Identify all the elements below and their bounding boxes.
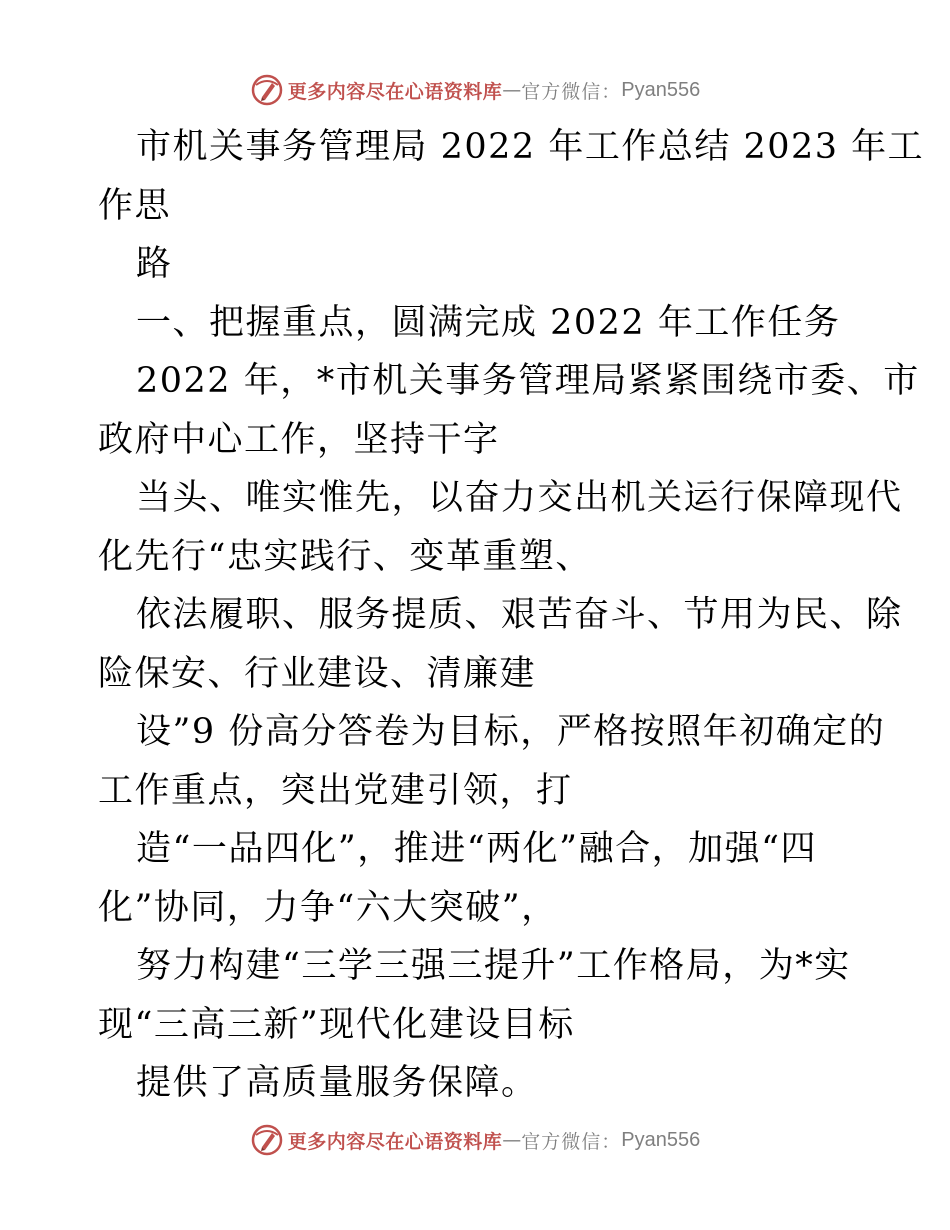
title-line-2: 作思 (98, 185, 172, 226)
watermark-account: Pyan556 (621, 1128, 701, 1151)
watermark-brand: 更多内容尽在心语资料库 (287, 1130, 503, 1153)
header-watermark (0, 68, 950, 112)
watermark-label: 官方微信： (521, 1130, 622, 1153)
title-line-1: 市机关事务管理局 2022 年工作总结 2023 年工 (136, 127, 925, 167)
body-line: 当头、唯实惟先，以奋力交出机关运行保障现代 (136, 478, 903, 518)
pen-nib-circle-icon (250, 73, 284, 107)
document-body (98, 118, 925, 1113)
body-line: 化”协同，力争“六大突破”， (98, 887, 558, 928)
watermark-account: Pyan556 (621, 78, 701, 101)
watermark-brand: 更多内容尽在心语资料库 (287, 80, 503, 103)
body-line: 提供了高质量服务保障。 (136, 1063, 538, 1103)
body-line: 2022 年，*市机关事务管理局紧紧围绕市委、市 (136, 361, 920, 401)
body-line: 造“一品四化”，推进“两化”融合，加强“四 (136, 829, 817, 869)
title-line-3: 路 (136, 244, 173, 284)
body-line: 政府中心工作，坚持干字 (98, 419, 500, 460)
body-line: 险保安、行业建设、清廉建 (98, 653, 537, 694)
body-line: 现“三高三新”现代化建设目标 (98, 1004, 575, 1045)
watermark-separator: — (502, 79, 522, 101)
body-line: 设”9 份高分答卷为目标，严格按照年初确定的 (136, 712, 886, 752)
body-line: 化先行“忠实践行、变革重塑、 (98, 536, 592, 577)
watermark-separator: — (502, 1129, 522, 1151)
pen-nib-circle-icon (250, 1123, 284, 1157)
footer-watermark (0, 1118, 950, 1162)
body-line: 努力构建“三学三强三提升”工作格局，为*实 (136, 946, 851, 986)
body-line: 依法履职、服务提质、艰苦奋斗、节用为民、除 (136, 595, 903, 635)
section-heading: 一、把握重点，圆满完成 2022 年工作任务 (136, 302, 841, 343)
watermark-label: 官方微信： (521, 80, 622, 103)
body-line: 工作重点，突出党建引领，打 (98, 770, 573, 811)
